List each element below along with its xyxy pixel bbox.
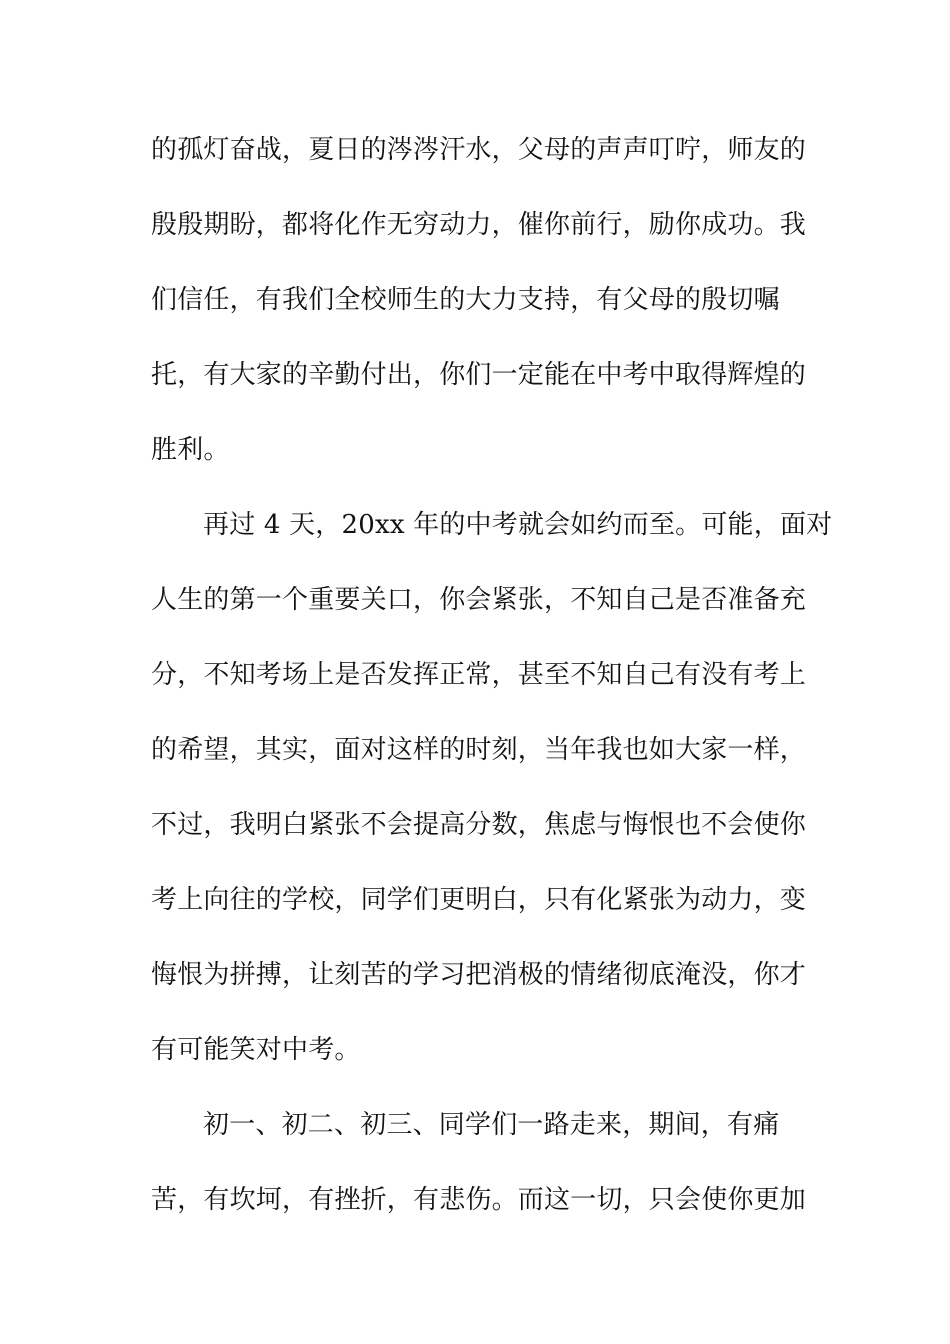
text-line: 不过，我明白紧张不会提高分数，焦虑与悔恨也不会使你	[151, 810, 807, 840]
text-line: 殷殷期盼，都将化作无穷动力，催你前行，励你成功。我	[151, 210, 807, 240]
text-line: 托，有大家的辛勤付出，你们一定能在中考中取得辉煌的	[151, 360, 807, 390]
text-line: 考上向往的学校，同学们更明白，只有化紧张为动力，变	[151, 885, 807, 915]
text-line: 人生的第一个重要关口，你会紧张，不知自己是否准备充	[151, 585, 807, 615]
paragraph-first-line: 初一、初二、初三、同学们一路走来，期间，有痛	[203, 1110, 780, 1140]
text-line: 的希望，其实，面对这样的时刻，当年我也如大家一样，	[151, 735, 807, 765]
paragraph-first-line: 再过 4 天，20xx 年的中考就会如约而至。可能，面对	[203, 510, 833, 540]
text-line: 胜利。	[151, 435, 230, 465]
text-line: 有可能笑对中考。	[151, 1035, 361, 1065]
text-line: 分，不知考场上是否发挥正常，甚至不知自己有没有考上	[151, 660, 807, 690]
text-line: 的孤灯奋战，夏日的涔涔汗水，父母的声声叮咛，师友的	[151, 135, 807, 165]
text-line: 们信任，有我们全校师生的大力支持，有父母的殷切嘱	[151, 285, 780, 315]
text-line: 悔恨为拼搏，让刻苦的学习把消极的情绪彻底淹没，你才	[151, 960, 807, 990]
text-line: 苦，有坎坷，有挫折，有悲伤。而这一切，只会使你更加	[151, 1185, 807, 1215]
